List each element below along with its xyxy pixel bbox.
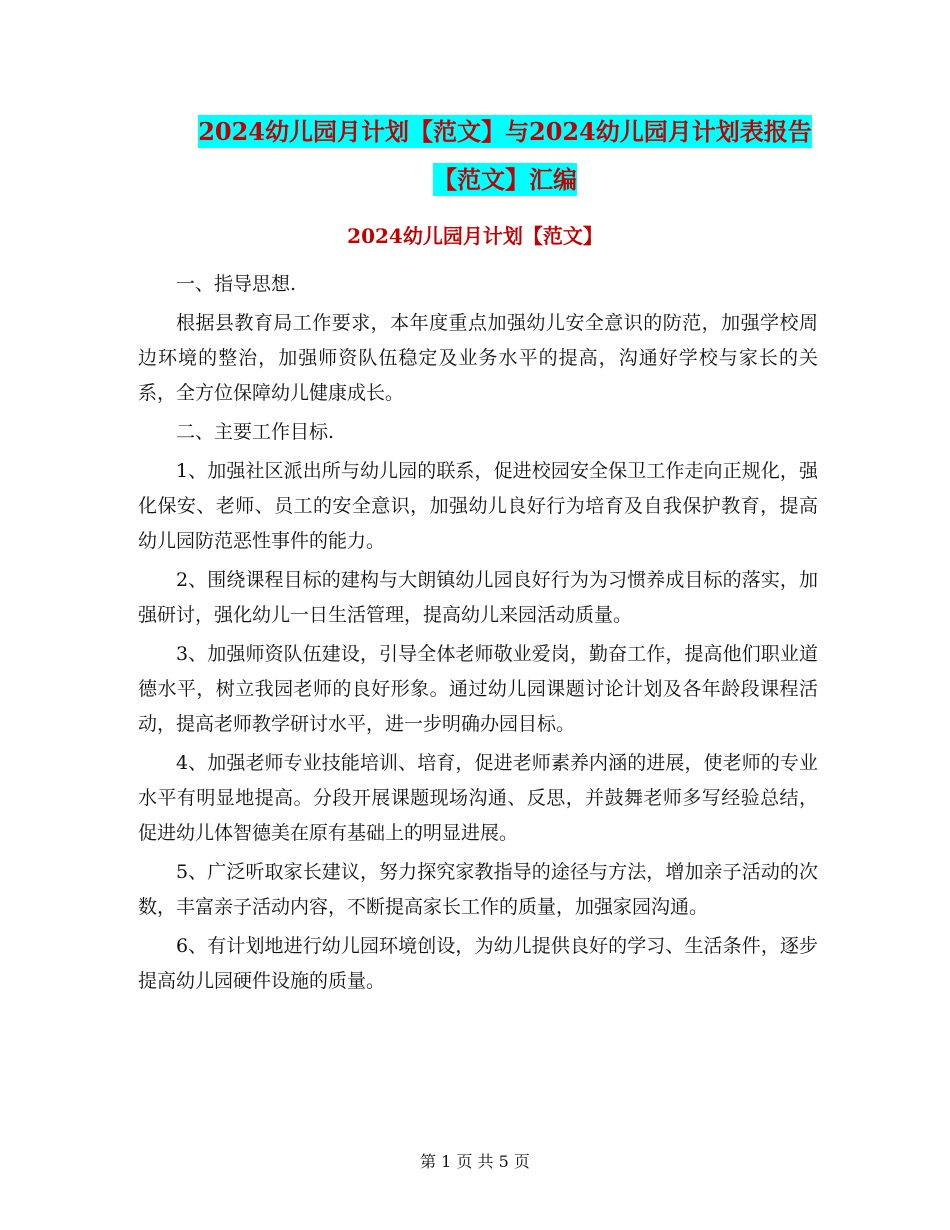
document-body: [138, 267, 818, 1003]
paragraph-goal-5: 5、广泛听取家长建议，努力探究家教指导的途径与方法，增加亲子活动的次数，丰富亲子活动内容，不断提高家长工作的质量，加强家园沟通。: [138, 861, 818, 918]
paragraph-goal-6: 6、有计划地进行幼儿园环境创设，为幼儿提供良好的学习、生活条件，逐步提高幼儿园硬件设施的质量。: [138, 935, 818, 992]
paragraph-goal-1: 1、加强社区派出所与幼儿园的联系，促进校园安全保卫工作走向正规化，强化保安、老师、员工的安全意识，加强幼儿良好行为培育及自我保护教育，提高幼儿园防范恶性事件的能力。: [138, 460, 818, 552]
document-title-text: 2024幼儿园月计划【范文】与2024幼儿园月计划表报告【范文】汇编: [198, 117, 812, 194]
paragraph-goal-2: 2、围绕课程目标的建构与大朗镇幼儿园良好行为为习惯养成目标的落实，加强研讨，强化幼儿一日生活管理，提高幼儿来园活动质量。: [138, 569, 818, 626]
paragraph-intro: 根据县教育局工作要求，本年度重点加强幼儿安全意识的防范，加强学校周边环境的整治，加强师资队伍稳定及业务水平的提高，沟通好学校与家长的关系，全方位保障幼儿健康成长。: [138, 312, 818, 404]
page-footer: 第 1 页 共 5 页: [420, 1152, 530, 1171]
paragraph-goal-3: 3、加强师资队伍建设，引导全体老师敬业爱岗，勤奋工作，提高他们职业道德水平，树立我园老师的良好形象。通过幼儿园课题讨论计划及各年龄段课程活动，提高老师教学研讨水平，进一步明确办园目标。: [138, 643, 818, 735]
section-title: 2024幼儿园月计划【范文】: [347, 224, 603, 248]
heading-guiding-ideology: 一、指导思想.: [176, 273, 297, 295]
heading-main-goals: 二、主要工作目标.: [176, 421, 335, 443]
document-title: [180, 108, 830, 204]
paragraph-goal-4: 4、加强老师专业技能培训、培育，促进老师素养内涵的进展，使老师的专业水平有明显地提高。分段开展课题现场沟通、反思，并鼓舞老师多写经验总结，促进幼儿体智德美在原有基础上的明显进展。: [138, 752, 818, 844]
